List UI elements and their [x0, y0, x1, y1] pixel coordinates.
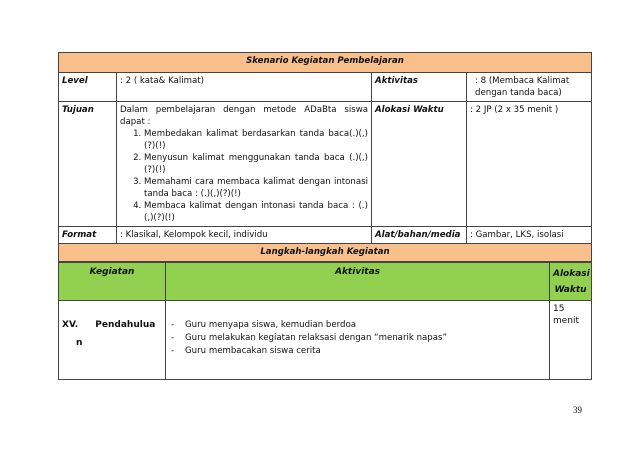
steps-title: Langkah-langkah Kegiatan [59, 244, 592, 262]
col-alokasi-header [550, 263, 592, 301]
aktivitas-label: Aktivitas [372, 73, 467, 102]
alokasi-label: Alokasi Waktu [372, 102, 467, 227]
alat-label: Alat/bahan/media [372, 227, 467, 244]
activities-cell [166, 301, 550, 380]
page-number: 39 [573, 405, 582, 415]
list-item: 1. Membedakan kalimat berdasarkan tanda baca(.)(,)(?)(!) [144, 128, 368, 152]
col-kegiatan-header: Kegiatan [59, 263, 166, 301]
list-item: - Guru membacakan siswa cerita [169, 345, 546, 358]
tujuan-row [59, 102, 592, 227]
steps-table [58, 262, 592, 380]
level-label: Level [59, 73, 117, 102]
list-item: - Guru melakukan kegiatan relaksasi dengan “menarik napas” [169, 332, 546, 345]
level-value: : 2 ( kata& Kalimat) [117, 73, 372, 102]
table-title: Skenario Kegiatan Pembelajaran [59, 53, 592, 73]
activities-list [169, 319, 546, 358]
list-item: - Guru menyapa siswa, kemudian berdoa [169, 319, 546, 332]
format-row [59, 227, 592, 244]
col-aktivitas-header: Aktivitas [166, 263, 550, 301]
kegiatan-cell [59, 301, 166, 380]
format-label: Format [59, 227, 117, 244]
list-item: 4. Membaca kalimat dengan intonasi tanda baca : (.)(,)(?)(!) [144, 200, 368, 224]
alat-value: : Gambar, LKS, isolasi [467, 227, 592, 244]
alokasi-header-line1: Alokasi [553, 269, 590, 279]
level-row [59, 73, 592, 102]
tujuan-intro: Dalam pembelajaran dengan metode ADaBta siswa dapat : [120, 105, 368, 127]
time-cell [550, 301, 592, 380]
table-row [59, 301, 592, 380]
time-value: 15 [553, 304, 565, 314]
list-item: 3. Memahami cara membaca kalimat dengan intonasi tanda baca : (.)(,)(?)(!) [144, 176, 368, 200]
lesson-plan-document [58, 52, 591, 380]
tujuan-list [120, 128, 368, 224]
table-title-row [59, 53, 592, 73]
steps-header-row [59, 263, 592, 301]
aktivitas-value: : 8 (Membaca Kalimat dengan tanda baca) [467, 73, 592, 102]
tujuan-content [117, 102, 372, 227]
lesson-scenario-table [58, 52, 592, 262]
steps-title-row [59, 244, 592, 262]
tujuan-label: Tujuan [59, 102, 117, 227]
kegiatan-line1: XV. Pendahulua [62, 320, 156, 330]
time-unit: menit [553, 316, 580, 326]
alokasi-value: : 2 JP (2 x 35 menit ) [467, 102, 592, 227]
kegiatan-line2: n [76, 338, 83, 348]
alokasi-header-line2: Waktu [554, 285, 587, 295]
list-item: 2. Menyusun kalimat menggunakan tanda baca (.)(,)(?)(!) [144, 152, 368, 176]
format-value: : Klasikal, Kelompok kecil, individu [117, 227, 372, 244]
